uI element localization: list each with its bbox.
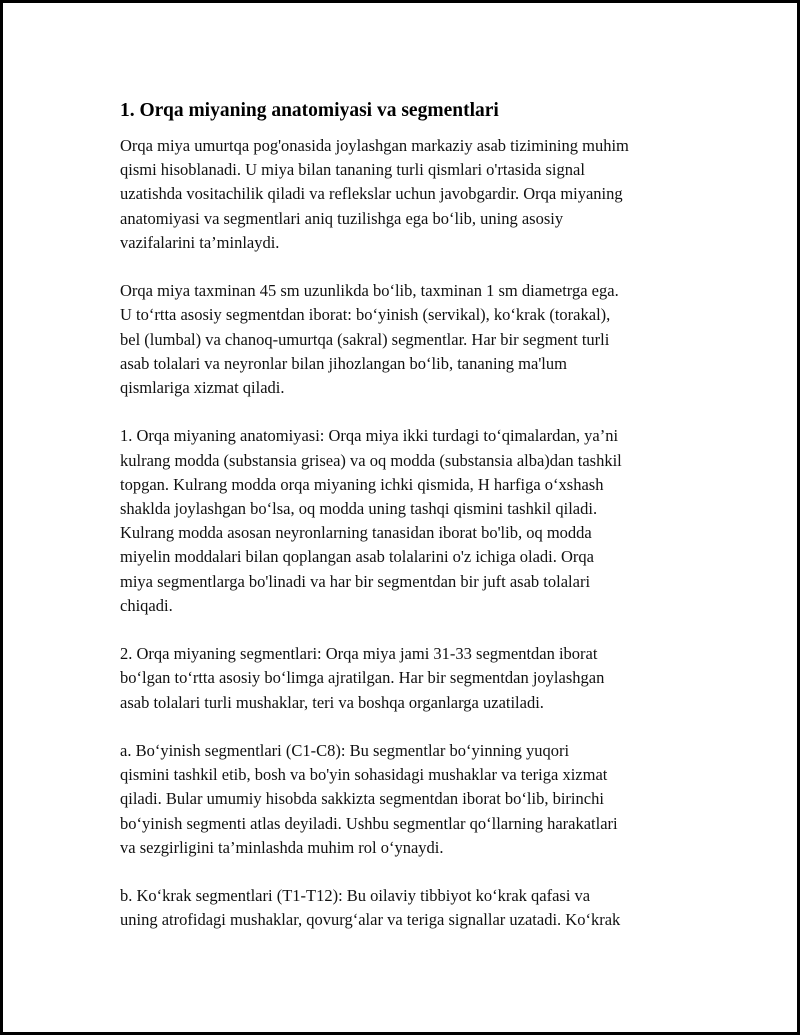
document-body: [120, 99, 710, 957]
paragraph-thoracic-segments: b. Ko‘krak segmentlari (T1-T12): Bu oilaviy tibbiyot ko‘krak qafasi va uning atrofidagi mushaklar, qovurg‘alar va teriga signallar uzatadi. Ko‘krak: [120, 886, 621, 930]
paragraph-segments: 2. Orqa miyaning segmentlari: Orqa miya jami 31-33 segmentdan iborat bo‘lgan to‘rtta asosiy bo‘limga ajratilgan. Har bir segmentdan joylashgan asab tolalari turli mushaklar, teri va boshqa organlarga uzatiladi.: [120, 644, 605, 712]
paragraph-intro: Orqa miya umurtqa pog'onasida joylashgan markaziy asab tizimining muhim qismi hisoblanadi. U miya bilan tananing turli qismlari o'rtasida signal uzatishda vositachilik qiladi va reflekslar uchun javobgardir. Orqa miyaning anatomiyasi va segmentlari aniq tuzilishga ega bo‘lib, uning asosiy vazifalarini ta’minlaydi.: [120, 136, 629, 252]
paragraph-anatomy: 1. Orqa miyaning anatomiyasi: Orqa miya ikki turdagi to‘qimalardan, ya’ni kulrang modda (substansia grisea) va oq modda (substansia alba)dan tashkil topgan. Kulrang modda orqa miyaning ichki qismida, H harfiga o‘xshash shaklda joylashgan bo‘lsa, oq modda uning tashqi qismini tashkil qiladi. Kulrang modda asosan neyronlarning tanasidan iborat bo'lib, oq modda miyelin moddalari bilan qoplangan asab tolalarini o'z ichiga oladi. Orqa miya segmentlarga bo'linadi va har bir segmentdan bir juft asab tolalari chiqadi.: [120, 426, 622, 615]
document-title: 1. Orqa miyaning anatomiyasi va segmentlari: [120, 100, 499, 121]
paragraph-dimensions: Orqa miya taxminan 45 sm uzunlikda bo‘lib, taxminan 1 sm diametrga ega. U to‘rtta asosiy segmentdan iborat: bo‘yinish (servikal), ko‘krak (torakal), bel (lumbal) va chanoq-umurtqa (sakral) segmentlar. Har bir segment turli asab tolalari va neyronlar bilan jihozlangan bo‘lib, tananing ma'lum qismlariga xizmat qiladi.: [120, 281, 619, 398]
paragraph-cervical-segments: a. Bo‘yinish segmentlari (C1-C8): Bu segmentlar bo‘yinning yuqori qismini tashkil etib, bosh va bo'yin sohasidagi mushaklar va teriga xizmat qiladi. Bular umumiy hisobda sakkizta segmentdan iborat bo‘lib, birinchi bo‘yinish segmenti atlas deyiladi. Ushbu segmentlar qo‘llarning harakatlari va sezgirligini ta’minlashda muhim rol o‘ynaydi.: [120, 741, 618, 857]
